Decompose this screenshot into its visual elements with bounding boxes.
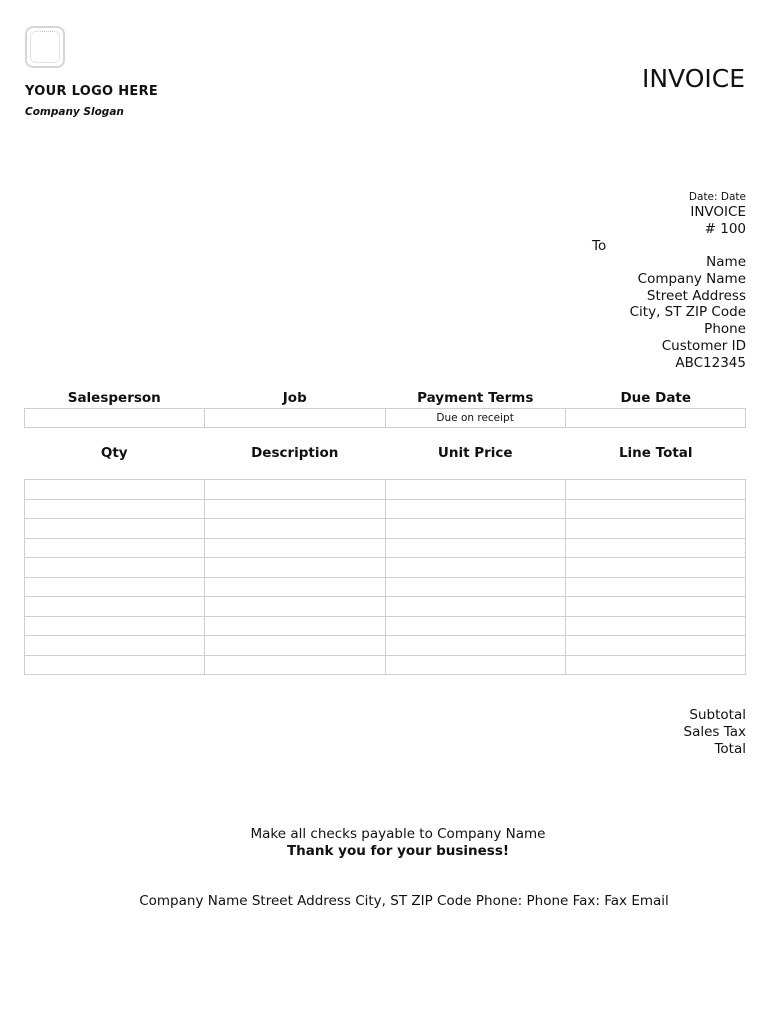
- unit-price-cell[interactable]: [385, 655, 565, 675]
- line-total-cell[interactable]: [565, 538, 745, 558]
- payment-terms-cell[interactable]: Due on receipt: [385, 409, 565, 428]
- recipient-city: City, ST ZIP Code: [629, 304, 746, 321]
- qty-cell[interactable]: [25, 499, 205, 519]
- qty-cell[interactable]: [25, 519, 205, 539]
- to-label: To: [592, 238, 607, 254]
- unit-price-cell[interactable]: [385, 499, 565, 519]
- qty-cell[interactable]: [25, 480, 205, 500]
- qty-header: Qty: [100, 445, 128, 461]
- table-row: [25, 409, 746, 428]
- due-date-header: Due Date: [620, 390, 692, 406]
- description-cell[interactable]: [205, 558, 385, 578]
- description-cell[interactable]: [205, 499, 385, 519]
- description-cell[interactable]: [205, 519, 385, 539]
- salesperson-cell[interactable]: [25, 409, 205, 428]
- company-footer: Company Name Street Address City, ST ZIP Code Phone: Phone Fax: Fax Email: [139, 893, 669, 909]
- invoice-date: Date: Date: [688, 191, 746, 203]
- unit-price-cell[interactable]: [385, 519, 565, 539]
- unit-price-cell[interactable]: [385, 597, 565, 617]
- unit-price-cell[interactable]: [385, 577, 565, 597]
- qty-cell[interactable]: [25, 538, 205, 558]
- description-header: Description: [251, 445, 339, 461]
- items-table-header: [24, 445, 746, 461]
- thank-you-note: Thank you for your business!: [286, 843, 510, 859]
- recipient-name: Name: [706, 254, 746, 270]
- table-row: [25, 636, 746, 656]
- document-title: INVOICE: [641, 64, 745, 93]
- qty-cell[interactable]: [25, 597, 205, 617]
- line-total-cell[interactable]: [565, 636, 745, 656]
- table-row: [25, 558, 746, 578]
- line-total-header: Line Total: [618, 445, 693, 461]
- qty-cell[interactable]: [25, 577, 205, 597]
- unit-price-cell[interactable]: [385, 636, 565, 656]
- company-slogan: Company Slogan: [25, 106, 124, 118]
- table-row: [25, 538, 746, 558]
- salesperson-header: Salesperson: [67, 390, 161, 406]
- sales-tax-label: Sales Tax: [683, 724, 746, 740]
- qty-cell[interactable]: [25, 636, 205, 656]
- unit-price-cell[interactable]: [385, 558, 565, 578]
- logo-placeholder-icon: [25, 26, 65, 68]
- unit-price-cell[interactable]: [385, 616, 565, 636]
- qty-cell[interactable]: [25, 655, 205, 675]
- qty-cell[interactable]: [25, 616, 205, 636]
- recipient-customer-id-label: Customer ID: [661, 337, 746, 354]
- table-row: [25, 597, 746, 617]
- description-cell[interactable]: [205, 480, 385, 500]
- table-row: [25, 655, 746, 675]
- table-row: [25, 519, 746, 539]
- line-total-cell[interactable]: [565, 519, 745, 539]
- job-cell[interactable]: [205, 409, 385, 428]
- recipient-company: Company Name: [637, 270, 746, 287]
- description-cell[interactable]: [205, 538, 385, 558]
- recipient-street: Street Address: [646, 287, 746, 304]
- job-header: Job: [282, 390, 307, 406]
- description-cell[interactable]: [205, 577, 385, 597]
- qty-cell[interactable]: [25, 558, 205, 578]
- line-total-cell[interactable]: [565, 480, 745, 500]
- order-table-header: [24, 390, 746, 406]
- unit-price-header: Unit Price: [437, 445, 513, 461]
- line-total-cell[interactable]: [565, 655, 745, 675]
- recipient-customer-id: ABC12345: [675, 354, 746, 371]
- invoice-number: # 100: [704, 220, 746, 237]
- description-cell[interactable]: [205, 636, 385, 656]
- table-row: [25, 499, 746, 519]
- logo-text: YOUR LOGO HERE: [25, 84, 159, 99]
- line-total-cell[interactable]: [565, 577, 745, 597]
- invoice-label: INVOICE: [690, 204, 746, 220]
- recipient-address: [630, 254, 746, 372]
- checks-payable-note: Make all checks payable to Company Name: [250, 826, 546, 842]
- unit-price-cell[interactable]: [385, 480, 565, 500]
- line-total-cell[interactable]: [565, 616, 745, 636]
- items-table: [24, 479, 746, 675]
- line-total-cell[interactable]: [565, 558, 745, 578]
- total-label: Total: [714, 741, 746, 757]
- totals-block: [684, 707, 747, 758]
- order-table: [24, 408, 746, 428]
- payment-terms-header: Payment Terms: [417, 390, 534, 406]
- line-total-cell[interactable]: [565, 499, 745, 519]
- description-cell[interactable]: [205, 597, 385, 617]
- description-cell[interactable]: [205, 616, 385, 636]
- table-row: [25, 480, 746, 500]
- due-date-cell[interactable]: [565, 409, 745, 428]
- table-row: [25, 616, 746, 636]
- subtotal-label: Subtotal: [689, 707, 746, 723]
- table-row: [25, 577, 746, 597]
- invoice-number-block: [690, 204, 746, 238]
- line-total-cell[interactable]: [565, 597, 745, 617]
- description-cell[interactable]: [205, 655, 385, 675]
- unit-price-cell[interactable]: [385, 538, 565, 558]
- recipient-phone: Phone: [704, 321, 746, 338]
